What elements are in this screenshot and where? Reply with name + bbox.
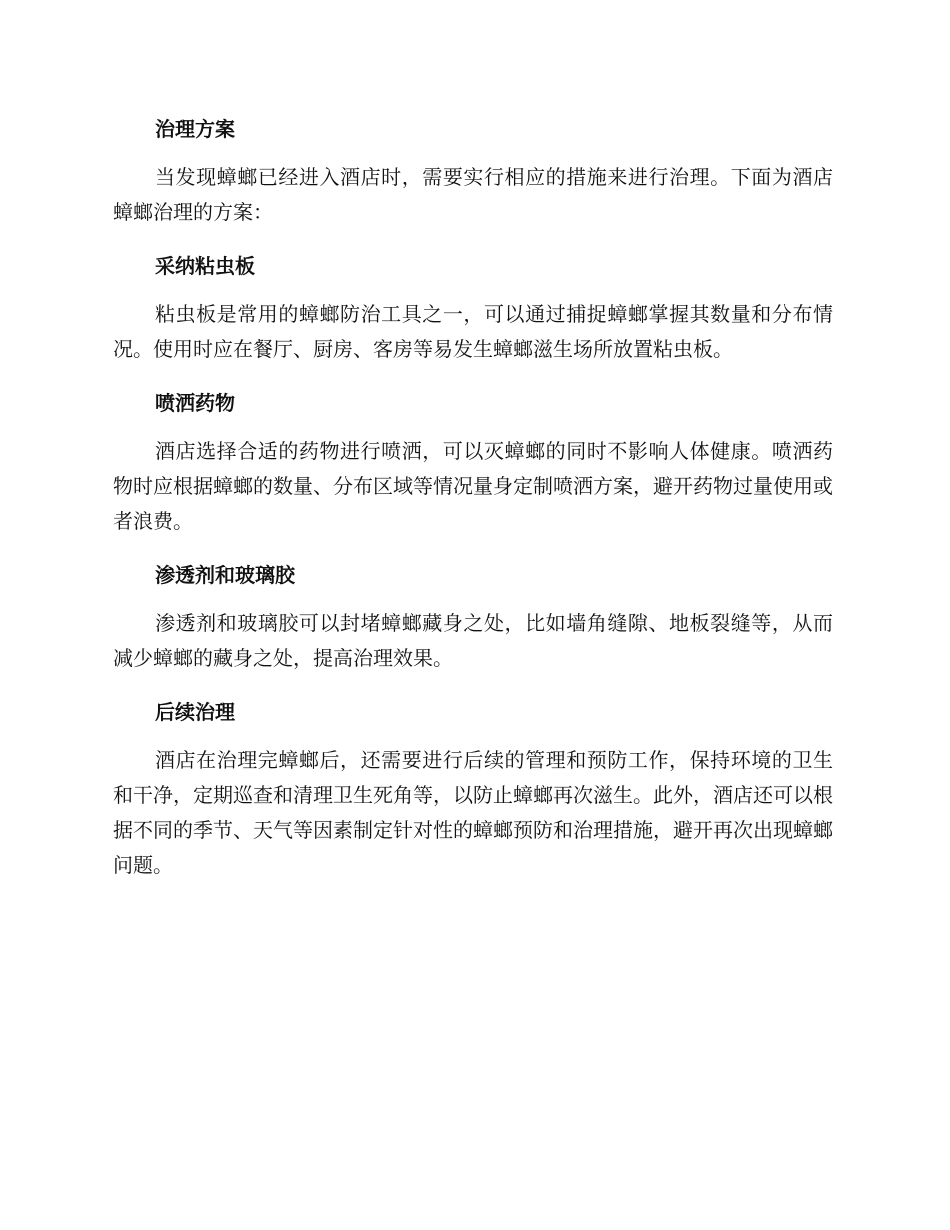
- paragraph-line: 当发现蟑螂已经进入酒店时，需要实行相应的措施来进行治理。下面为: [155, 165, 793, 189]
- paragraph-line: 过量使用或者浪费。: [113, 474, 833, 533]
- paragraph-sticky-board: [113, 297, 833, 367]
- section-heading-spraying: 喷洒药物: [155, 391, 235, 415]
- section-heading-sealant: 渗透剂和玻璃胶: [155, 563, 295, 587]
- section-heading-sticky-board: 采纳粘虫板: [155, 254, 255, 278]
- paragraph-follow-up: [113, 743, 833, 883]
- paragraph-line: 店还可以根据不同的季节、天气等因素制定针对性的蟑螂预防和治理措施，: [113, 783, 833, 842]
- document-content: [113, 112, 833, 902]
- section-heading-treatment-plan: 治理方案: [155, 117, 235, 141]
- paragraph-sealant: [113, 606, 833, 676]
- paragraph-line: 避开再次出现蟑螂问题。: [113, 818, 833, 877]
- section-heading-follow-up: 后续治理: [155, 700, 235, 724]
- paragraph-line: 酒店选择合适的药物进行喷洒，可以灭蟑螂的同时不影响人体健康。喷: [155, 439, 793, 463]
- paragraph-line: 从而减少蟑螂的藏身之处，提高治理效果。: [113, 611, 833, 670]
- paragraph-line: 酒店蟑螂治理的方案：: [113, 165, 833, 224]
- paragraph-line: 布情况。使用时应在餐厅、厨房、客房等易发生蟑螂滋生场所放置粘虫板。: [113, 302, 833, 361]
- paragraph-line: 渗透剂和玻璃胶可以封堵蟑螂藏身之处，比如墙角缝隙、地板裂缝等，: [155, 611, 793, 635]
- paragraph-line: 卫生和干净，定期巡查和清理卫生死角等，以防止蟑螂再次滋生。此外，酒: [113, 748, 833, 807]
- paragraph-line: 洒药物时应根据蟑螂的数量、分布区域等情况量身定制喷洒方案，避开药物: [113, 439, 833, 498]
- paragraph-spraying: [113, 434, 833, 539]
- paragraph-line: 酒店在治理完蟑螂后，还需要进行后续的管理和预防工作，保持环境的: [155, 748, 793, 772]
- paragraph-line: 粘虫板是常用的蟑螂防治工具之一，可以通过捕捉蟑螂掌握其数量和分: [155, 302, 793, 326]
- paragraph-treatment-plan: [113, 160, 833, 230]
